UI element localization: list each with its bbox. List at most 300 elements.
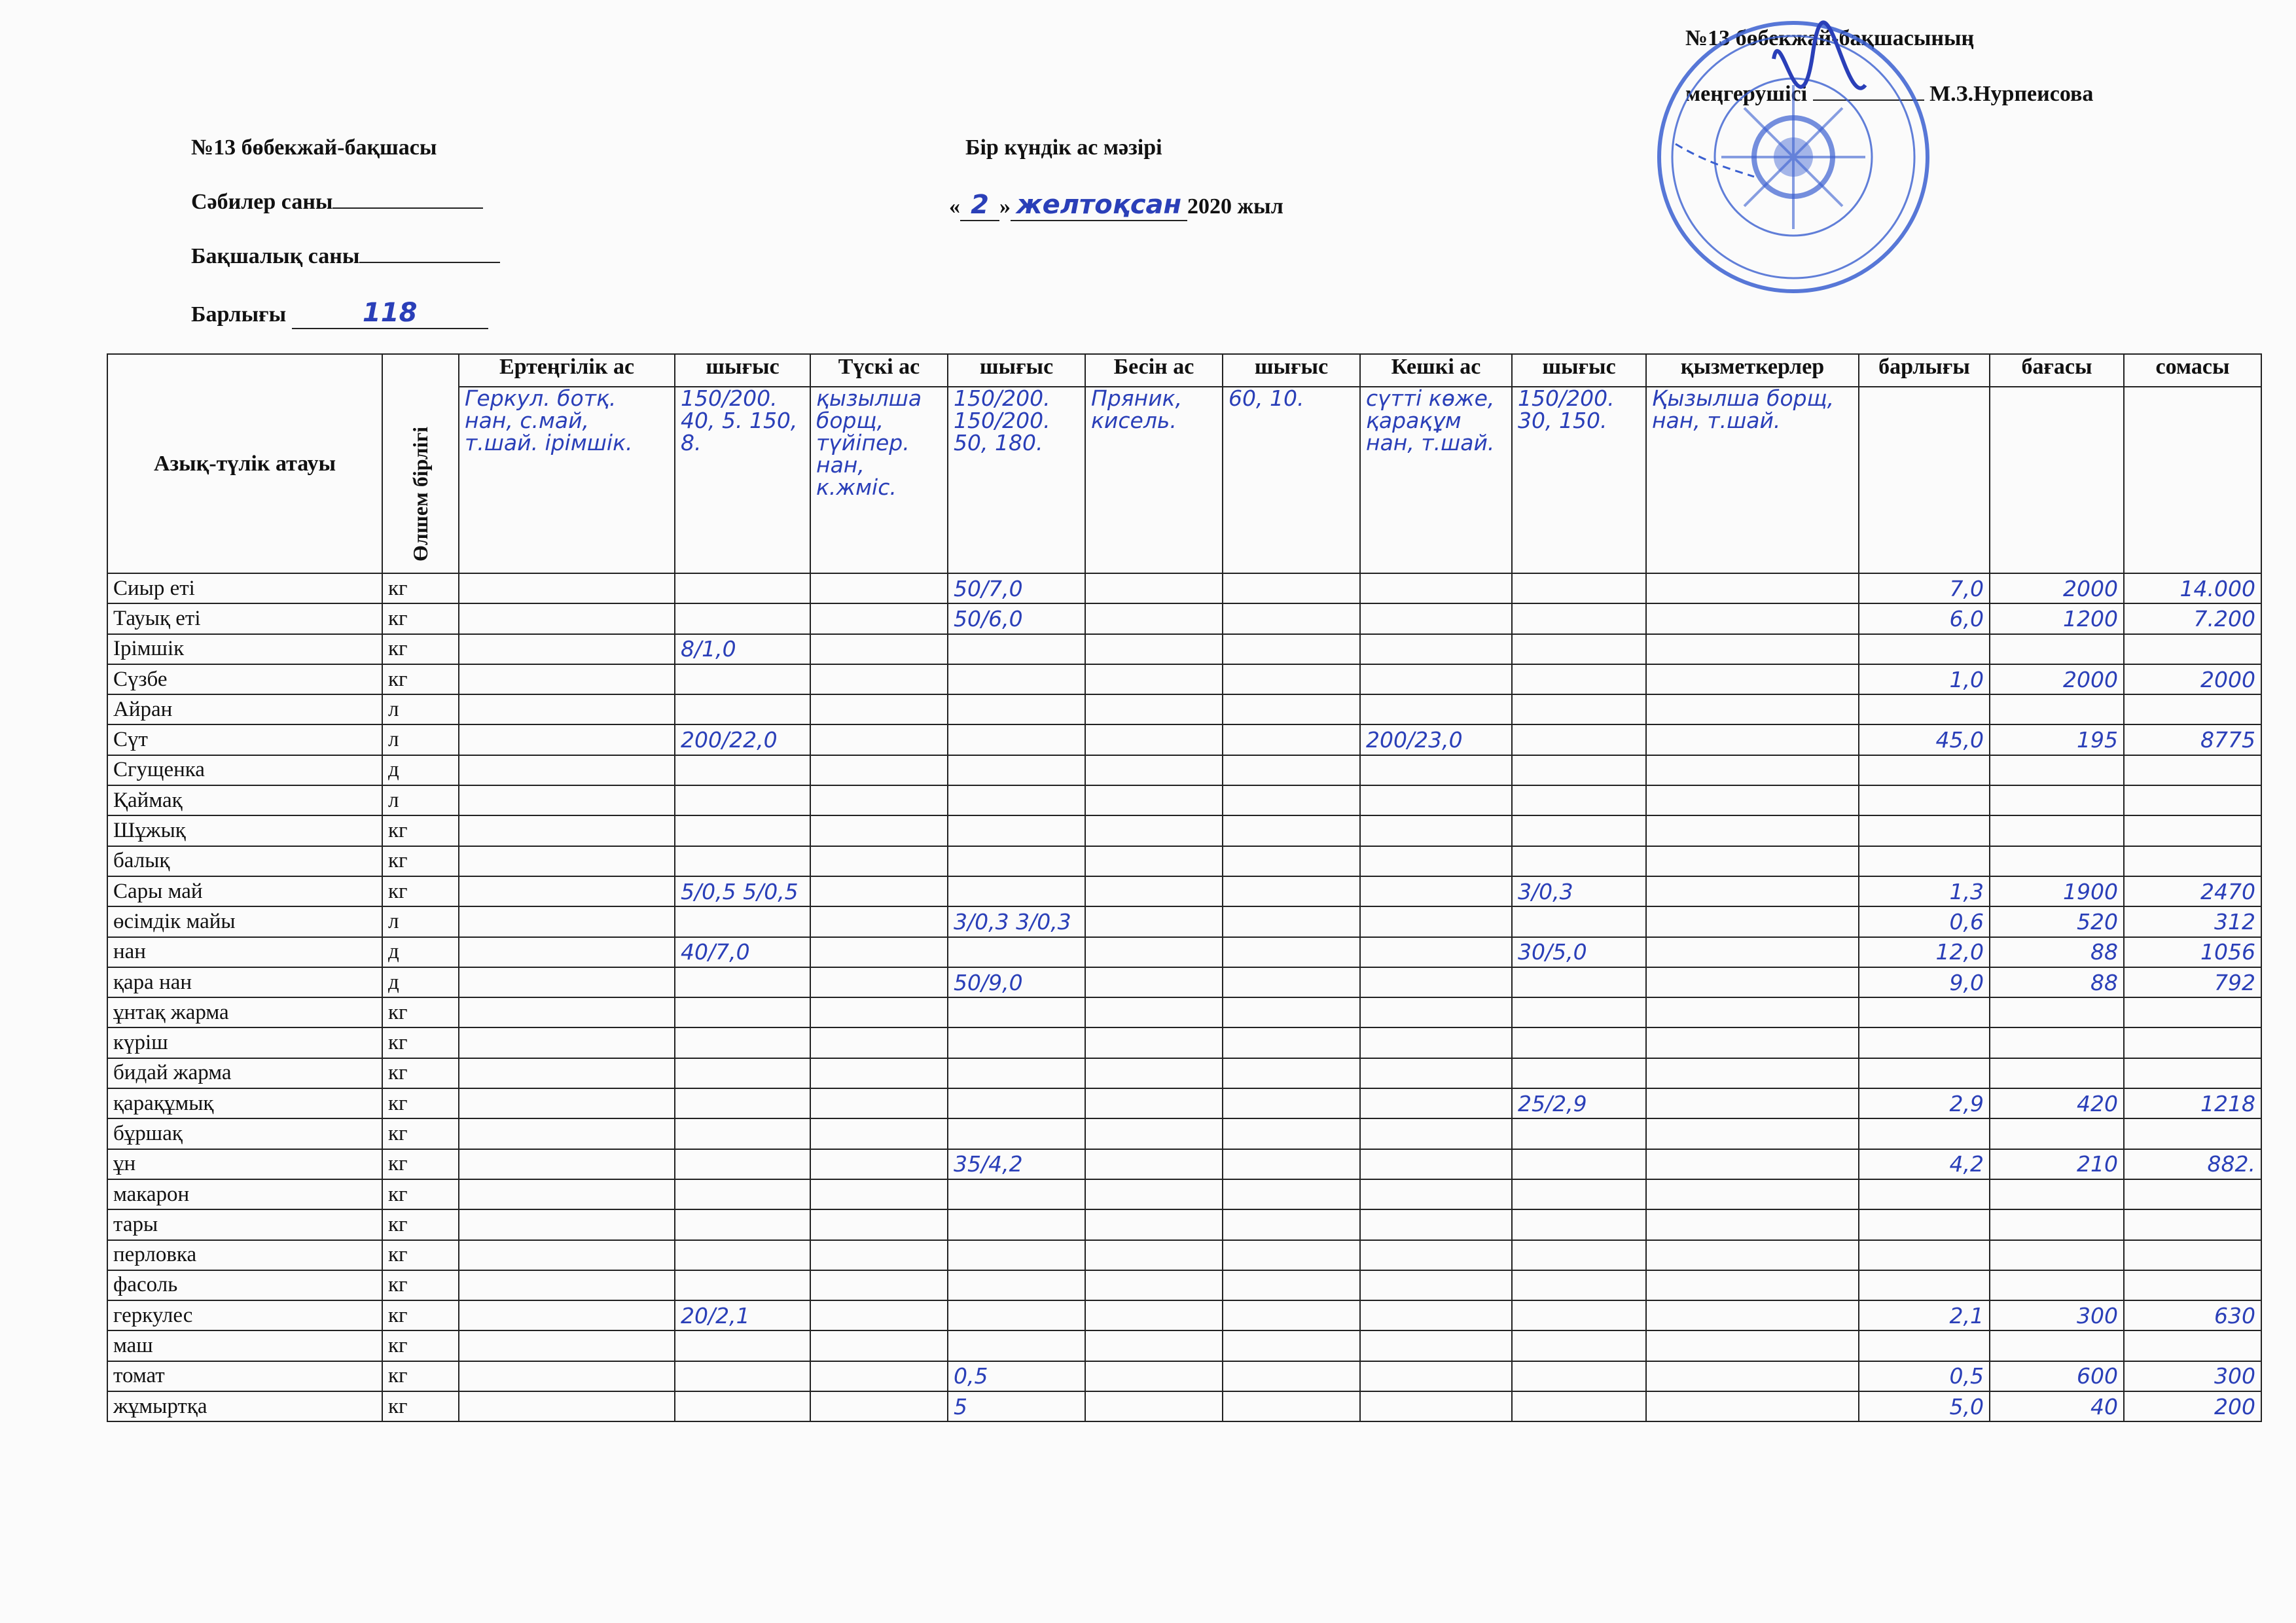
product-cell: фасоль [107,1270,382,1300]
breakfast-out-cell [675,1361,810,1391]
breakfast-out-cell [675,573,810,603]
snack-out-cell [1223,937,1360,967]
snack-out-cell [1223,724,1360,755]
total-cell: 6,0 [1859,603,1990,633]
breakfast-cell [459,967,675,997]
total-cell: 9,0 [1859,967,1990,997]
sum-cell: 312 [2124,906,2261,936]
total-cell: 0,5 [1859,1361,1990,1391]
doc-title: Бір күндік ас мәзірі [965,135,1162,160]
dinner-cell [1360,1361,1512,1391]
price-cell [1990,785,2124,815]
meal-staff: Қызылша борщ, нан, т.шай. [1646,387,1859,573]
unit-cell: кг [382,1209,459,1240]
date-open: « [949,194,960,219]
price-cell [1990,634,2124,664]
table-row [107,876,2261,906]
dinner-cell [1360,603,1512,633]
breakfast-out-cell [675,967,810,997]
meal-breakfast-out: 150/200. 40, 5. 150, 8. [675,387,810,573]
unit-cell: кг [382,1330,459,1361]
dinner-cell [1360,1179,1512,1209]
staff-cell [1646,634,1859,664]
breakfast-cell [459,1240,675,1270]
price-cell: 88 [1990,967,2124,997]
dinner-cell [1360,1391,1512,1421]
sum-cell [2124,1330,2261,1361]
staff-cell [1646,785,1859,815]
dinner-out-cell [1512,664,1646,694]
total-cell: 45,0 [1859,724,1990,755]
lunch-out-cell: 5 [948,1391,1085,1421]
table-row [107,755,2261,785]
meal-total-empty [1859,387,1990,573]
product-cell: балық [107,846,382,876]
breakfast-cell [459,1058,675,1088]
date-year: 2020 жыл [1187,194,1283,219]
total-cell [1859,785,1990,815]
dinner-cell [1360,634,1512,664]
product-cell: қара нан [107,967,382,997]
snack-out-cell [1223,906,1360,936]
org-name: №13 бөбекжай-бақшасы [191,135,437,160]
lunch-cell [810,694,948,724]
sum-cell [2124,1027,2261,1058]
col-product: Азық-түлік атауы [107,354,382,573]
staff-cell [1646,846,1859,876]
sum-cell: 882. [2124,1149,2261,1179]
date-mid: » [999,194,1011,219]
unit-cell: л [382,724,459,755]
product-cell: қарақұмық [107,1088,382,1118]
table-row [107,603,2261,633]
lunch-out-cell [948,997,1085,1027]
dinner-cell [1360,937,1512,967]
dinner-cell [1360,967,1512,997]
lunch-cell [810,785,948,815]
col-sum: сомасы [2124,354,2261,387]
snack-out-cell [1223,755,1360,785]
price-cell: 2000 [1990,573,2124,603]
table-row [107,1361,2261,1391]
lunch-out-cell [948,694,1085,724]
table-row [107,906,2261,936]
breakfast-out-cell: 8/1,0 [675,634,810,664]
sum-cell [2124,755,2261,785]
snack-cell [1085,694,1223,724]
unit-cell: л [382,906,459,936]
unit-cell: кг [382,1300,459,1330]
total-label: Барлығы [191,302,287,327]
unit-cell: д [382,755,459,785]
lunch-cell [810,846,948,876]
dinner-out-cell [1512,1361,1646,1391]
unit-cell: кг [382,815,459,846]
breakfast-out-cell [675,1330,810,1361]
table-row [107,1058,2261,1088]
product-cell: макарон [107,1179,382,1209]
total-cell: 7,0 [1859,573,1990,603]
approval-name: М.З.Нурпеисова [1929,82,2094,106]
unit-cell: кг [382,634,459,664]
col-dinner: Кешкі ас [1360,354,1512,387]
breakfast-out-cell [675,664,810,694]
lunch-cell [810,1391,948,1421]
lunch-out-cell [948,1300,1085,1330]
staff-cell [1646,1118,1859,1149]
groups-count [191,244,500,269]
unit-cell: кг [382,1179,459,1209]
dinner-cell [1360,1149,1512,1179]
lunch-out-cell [948,1240,1085,1270]
dinner-out-cell [1512,1270,1646,1300]
meal-price-empty [1990,387,2124,573]
snack-out-cell [1223,694,1360,724]
lunch-cell [810,603,948,633]
product-cell: бұршақ [107,1118,382,1149]
lunch-cell [810,1088,948,1118]
lunch-out-cell: 0,5 [948,1361,1085,1391]
sum-cell [2124,1240,2261,1270]
dinner-out-cell [1512,815,1646,846]
snack-cell [1085,815,1223,846]
groups-label: Бақшалық саны [191,244,360,268]
dinner-cell [1360,785,1512,815]
snack-out-cell [1223,1088,1360,1118]
lunch-out-cell: 50/7,0 [948,573,1085,603]
sum-cell: 7.200 [2124,603,2261,633]
lunch-out-cell [948,876,1085,906]
breakfast-cell [459,1088,675,1118]
staff-cell [1646,1179,1859,1209]
sum-cell: 2470 [2124,876,2261,906]
snack-out-cell [1223,997,1360,1027]
breakfast-cell [459,906,675,936]
table-row [107,1270,2261,1300]
snack-out-cell [1223,1209,1360,1240]
col-out4: шығыс [1512,354,1646,387]
unit-cell: кг [382,573,459,603]
sum-cell [2124,846,2261,876]
price-cell: 210 [1990,1149,2124,1179]
snack-cell [1085,1118,1223,1149]
table-row [107,1118,2261,1149]
lunch-out-cell [948,1058,1085,1088]
sum-cell: 14.000 [2124,573,2261,603]
breakfast-cell [459,937,675,967]
dinner-out-cell [1512,785,1646,815]
date-month: желтоқсан [1016,190,1182,220]
product-cell: ұнтақ жарма [107,997,382,1027]
snack-out-cell [1223,1058,1360,1088]
snack-cell [1085,664,1223,694]
product-cell: Тауық еті [107,603,382,633]
lunch-out-cell [948,1270,1085,1300]
price-cell [1990,1330,2124,1361]
dinner-cell [1360,694,1512,724]
breakfast-cell [459,1027,675,1058]
lunch-out-cell [948,815,1085,846]
total-cell: 1,3 [1859,876,1990,906]
children-blank [332,207,483,209]
price-cell: 88 [1990,937,2124,967]
breakfast-out-cell [675,603,810,633]
price-cell: 2000 [1990,664,2124,694]
sum-cell [2124,1118,2261,1149]
sum-cell [2124,1179,2261,1209]
breakfast-out-cell [675,1058,810,1088]
breakfast-cell [459,785,675,815]
staff-cell [1646,997,1859,1027]
unit-cell: кг [382,1240,459,1270]
snack-cell [1085,1209,1223,1240]
table-row [107,1240,2261,1270]
dinner-out-cell [1512,1391,1646,1421]
snack-out-cell [1223,815,1360,846]
dinner-cell [1360,1270,1512,1300]
product-cell: ұн [107,1149,382,1179]
product-cell: нан [107,937,382,967]
price-cell [1990,846,2124,876]
breakfast-out-cell [675,1209,810,1240]
breakfast-cell [459,1149,675,1179]
sum-cell: 2000 [2124,664,2261,694]
lunch-out-cell: 50/6,0 [948,603,1085,633]
price-cell: 195 [1990,724,2124,755]
col-out3: шығыс [1223,354,1360,387]
snack-cell [1085,1391,1223,1421]
dinner-cell [1360,755,1512,785]
approval-line1: №13 бөбекжай-бақшасының [1685,26,1975,50]
lunch-cell [810,1240,948,1270]
breakfast-cell [459,997,675,1027]
snack-out-cell [1223,876,1360,906]
snack-cell [1085,967,1223,997]
staff-cell [1646,1270,1859,1300]
lunch-cell [810,724,948,755]
staff-cell [1646,724,1859,755]
product-cell: геркулес [107,1300,382,1330]
breakfast-out-cell [675,694,810,724]
total-cell [1859,1209,1990,1240]
price-cell [1990,1270,2124,1300]
sum-cell [2124,694,2261,724]
dinner-out-cell: 3/0,3 [1512,876,1646,906]
total-cell [1859,1270,1990,1300]
lunch-cell [810,906,948,936]
lunch-out-cell [948,1118,1085,1149]
col-breakfast: Ертеңгілік ас [459,354,675,387]
total-cell [1859,1330,1990,1361]
product-cell: томат [107,1361,382,1391]
staff-cell [1646,1058,1859,1088]
price-cell [1990,997,2124,1027]
product-cell: маш [107,1330,382,1361]
lunch-cell [810,937,948,967]
snack-out-cell [1223,634,1360,664]
staff-cell [1646,573,1859,603]
snack-out-cell [1223,1027,1360,1058]
total-cell: 2,1 [1859,1300,1990,1330]
lunch-cell [810,634,948,664]
staff-cell [1646,1088,1859,1118]
total-cell [1859,1118,1990,1149]
breakfast-cell [459,664,675,694]
snack-out-cell [1223,1300,1360,1330]
product-cell: Қаймақ [107,785,382,815]
col-out1: шығыс [675,354,810,387]
snack-out-cell [1223,573,1360,603]
price-cell [1990,755,2124,785]
total-blank [292,298,488,329]
breakfast-cell [459,1270,675,1300]
lunch-cell [810,967,948,997]
dinner-cell [1360,815,1512,846]
dinner-cell [1360,664,1512,694]
price-cell [1990,1179,2124,1209]
breakfast-cell [459,603,675,633]
sum-cell: 200 [2124,1391,2261,1421]
table-row [107,664,2261,694]
dinner-out-cell [1512,1058,1646,1088]
breakfast-out-cell [675,755,810,785]
lunch-out-cell: 3/0,3 3/0,3 [948,906,1085,936]
staff-cell [1646,1330,1859,1361]
table-row [107,1391,2261,1421]
sum-cell: 792 [2124,967,2261,997]
snack-out-cell [1223,785,1360,815]
product-cell: бидай жарма [107,1058,382,1088]
col-snack: Бесін ас [1085,354,1223,387]
dinner-cell [1360,906,1512,936]
lunch-out-cell [948,755,1085,785]
staff-cell [1646,876,1859,906]
breakfast-out-cell [675,846,810,876]
total-cell [1859,997,1990,1027]
price-cell: 600 [1990,1361,2124,1391]
lunch-out-cell [948,1179,1085,1209]
unit-cell: кг [382,1361,459,1391]
price-cell: 1200 [1990,603,2124,633]
snack-cell [1085,755,1223,785]
lunch-cell [810,573,948,603]
col-total: барлығы [1859,354,1990,387]
lunch-out-cell [948,634,1085,664]
children-count [191,190,483,215]
product-cell: перловка [107,1240,382,1270]
lunch-out-cell [948,1088,1085,1118]
sum-cell: 1218 [2124,1088,2261,1118]
dinner-cell [1360,876,1512,906]
unit-cell: д [382,937,459,967]
sum-cell [2124,815,2261,846]
dinner-cell: 200/23,0 [1360,724,1512,755]
snack-out-cell [1223,664,1360,694]
lunch-cell [810,1027,948,1058]
snack-out-cell [1223,1118,1360,1149]
lunch-cell [810,815,948,846]
snack-out-cell [1223,1391,1360,1421]
lunch-cell [810,1058,948,1088]
breakfast-out-cell [675,1118,810,1149]
snack-cell [1085,1240,1223,1270]
lunch-out-cell [948,785,1085,815]
breakfast-cell [459,1179,675,1209]
breakfast-cell [459,846,675,876]
sum-cell [2124,1270,2261,1300]
staff-cell [1646,937,1859,967]
dinner-out-cell: 30/5,0 [1512,937,1646,967]
lunch-cell [810,1300,948,1330]
dinner-out-cell [1512,1118,1646,1149]
snack-cell [1085,997,1223,1027]
total-cell [1859,815,1990,846]
snack-cell [1085,785,1223,815]
staff-cell [1646,603,1859,633]
dinner-out-cell [1512,724,1646,755]
staff-cell [1646,1209,1859,1240]
sum-cell: 300 [2124,1361,2261,1391]
unit-cell: кг [382,997,459,1027]
lunch-out-cell: 35/4,2 [948,1149,1085,1179]
unit-cell: кг [382,603,459,633]
meal-dinner: сүтті көже, қарақұм нан, т.шай. [1360,387,1512,573]
table-row [107,573,2261,603]
table-row [107,846,2261,876]
table-row [107,997,2261,1027]
breakfast-out-cell: 5/0,5 5/0,5 [675,876,810,906]
sum-cell [2124,1209,2261,1240]
staff-cell [1646,1240,1859,1270]
dinner-out-cell [1512,694,1646,724]
meal-breakfast: Геркул. ботқ. нан, с.май, т.шай. ірімшік. [459,387,675,573]
snack-cell [1085,1058,1223,1088]
breakfast-cell [459,755,675,785]
total-cell: 4,2 [1859,1149,1990,1179]
sum-cell: 1056 [2124,937,2261,967]
snack-cell [1085,846,1223,876]
lunch-out-cell [948,664,1085,694]
dinner-cell [1360,1240,1512,1270]
price-cell: 520 [1990,906,2124,936]
breakfast-cell [459,1391,675,1421]
dinner-out-cell [1512,1209,1646,1240]
snack-cell [1085,906,1223,936]
lunch-cell [810,1179,948,1209]
dinner-cell [1360,846,1512,876]
lunch-cell [810,1149,948,1179]
snack-out-cell [1223,1179,1360,1209]
total-cell [1859,1240,1990,1270]
table-row [107,1088,2261,1118]
product-cell: Сары май [107,876,382,906]
staff-cell [1646,664,1859,694]
breakfast-out-cell [675,1027,810,1058]
product-cell: Сүзбе [107,664,382,694]
table-row [107,1027,2261,1058]
breakfast-out-cell: 200/22,0 [675,724,810,755]
dinner-cell [1360,1118,1512,1149]
meal-sum-empty [2124,387,2261,573]
sum-cell [2124,634,2261,664]
snack-cell [1085,1088,1223,1118]
approval-position: меңгерушісі [1685,82,1808,106]
col-unit-label: Өлшем бірлігі [408,426,432,562]
col-lunch: Түскі ас [810,354,948,387]
snack-cell [1085,1270,1223,1300]
total-cell: 2,9 [1859,1088,1990,1118]
price-cell: 300 [1990,1300,2124,1330]
